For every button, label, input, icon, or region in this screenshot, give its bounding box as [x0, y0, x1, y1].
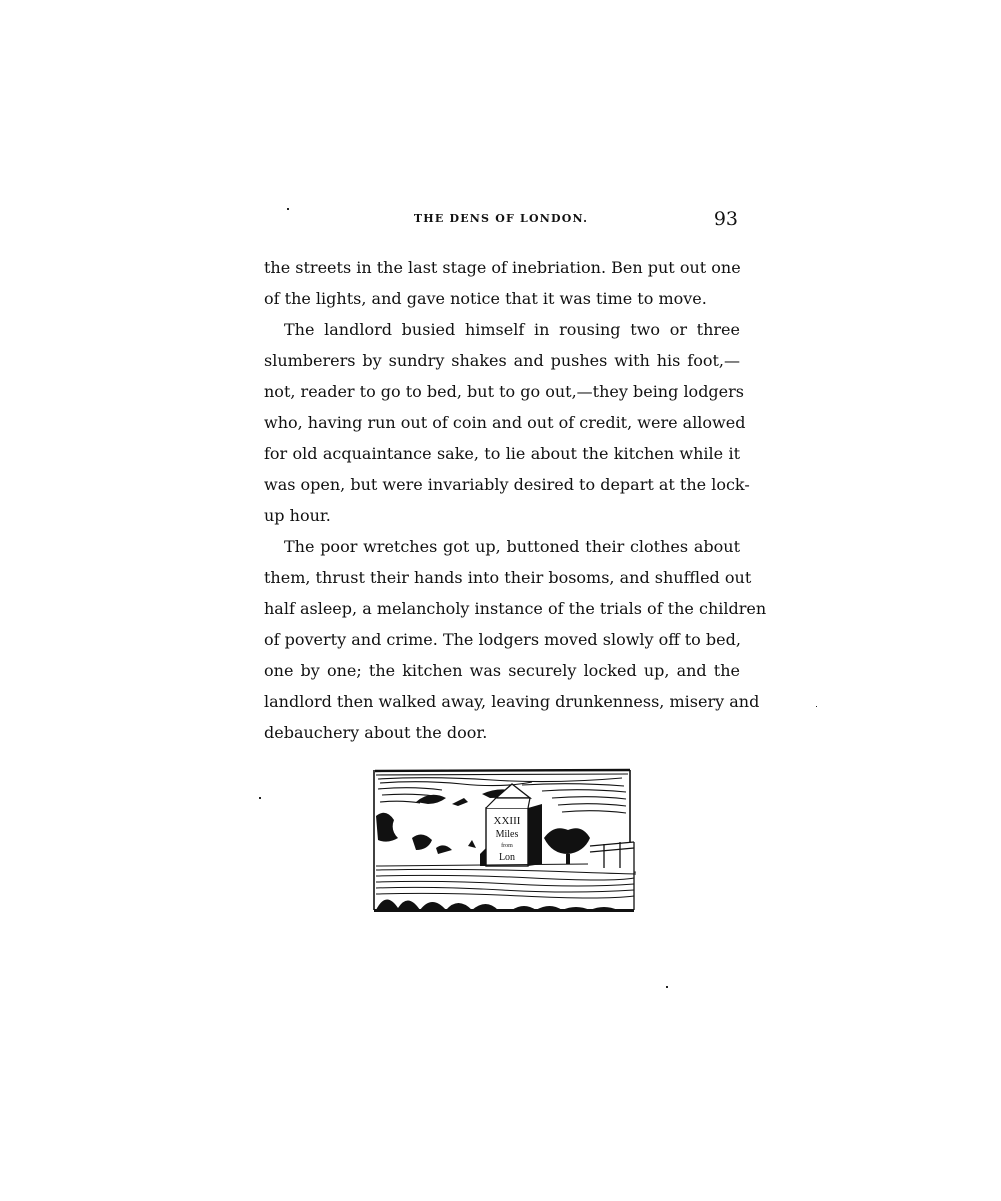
paragraph: [264, 531, 767, 748]
foreground-grass: [374, 899, 634, 912]
paragraph: [264, 252, 740, 314]
running-head: [262, 208, 740, 236]
milestone-inscription: XXIII: [493, 815, 521, 827]
page-number: 93: [713, 208, 738, 230]
text-line: one by one; the kitchen was securely locked up, and the: [264, 661, 740, 680]
text-line: of poverty and crime. The lodgers moved slowly off to bed,: [264, 630, 741, 649]
fence: [590, 842, 634, 910]
ground-engraving: [376, 864, 636, 898]
text-line: landlord then walked away, leaving drunkenness, misery and: [264, 692, 760, 711]
text-line: half asleep, a melancholy instance of the trials of the children: [264, 599, 767, 618]
running-title: THE DENS OF LONDON.: [413, 212, 589, 225]
text-line: up hour.: [264, 506, 331, 525]
print-speck: [259, 797, 261, 799]
text-line: debauchery about the door.: [264, 723, 488, 742]
text-line: for old acquaintance sake, to lie about the kitchen while it: [264, 444, 740, 463]
left-foliage: [376, 813, 476, 854]
text-line: the streets in the last stage of inebriation. Ben put out one: [264, 258, 741, 277]
text-line: The landlord busied himself in rousing two or three: [284, 320, 740, 339]
milestone-inscription: from: [501, 843, 513, 849]
text-line: them, thrust their hands into their bosoms, and shuffled out: [264, 568, 752, 587]
body-text: [264, 252, 767, 748]
milestone-vignette: [372, 768, 636, 912]
text-line: not, reader to go to bed, but to go out,—they being lodgers: [264, 382, 744, 401]
milestone-inscription: Miles: [495, 829, 519, 840]
paragraph: [264, 314, 750, 531]
text-line: was open, but were invariably desired to depart at the lock-: [264, 475, 750, 494]
print-speck: [666, 986, 668, 988]
milestone-inscription: Lon: [498, 852, 516, 863]
text-line: who, having run out of coin and out of credit, were allowed: [264, 413, 746, 432]
text-line: of the lights, and gave notice that it was time to move.: [264, 289, 707, 308]
text-line: slumberers by sundry shakes and pushes with his foot,—: [264, 351, 740, 370]
right-tree: [544, 828, 590, 864]
text-line: The poor wretches got up, buttoned their clothes about: [284, 537, 740, 556]
print-speck: [287, 208, 289, 210]
print-speck: [816, 706, 817, 707]
